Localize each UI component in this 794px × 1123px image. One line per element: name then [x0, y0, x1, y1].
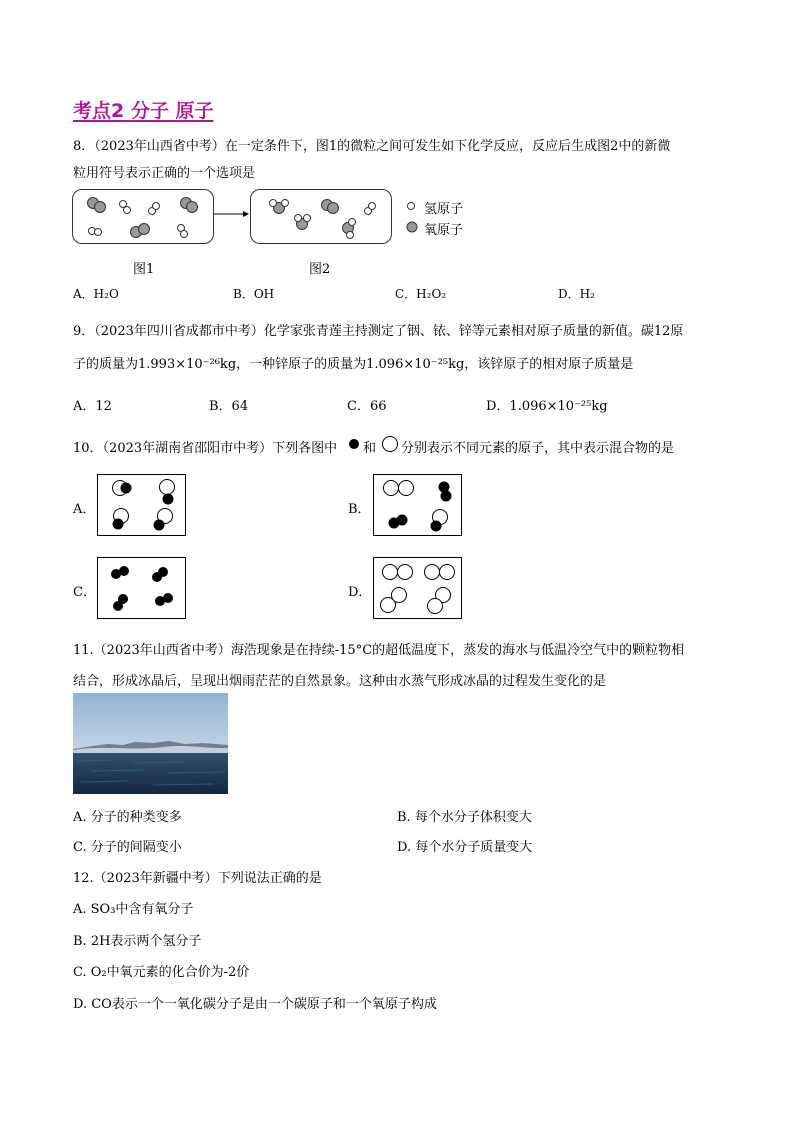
q8-option-b: B．OH — [233, 287, 275, 301]
q10-box-c — [97, 557, 186, 619]
q10-box-b — [373, 474, 462, 536]
q8-figure1-caption: 图1 — [133, 262, 155, 277]
reaction-arrow-icon — [212, 208, 250, 223]
q12-option-b: B. 2H表示两个氢分子 — [73, 934, 202, 949]
q11-option-c: C. 分子的间隔变小 — [73, 840, 182, 855]
q10-c-molecules — [98, 558, 185, 618]
q12-stem: 12.（2023年新疆中考）下列说法正确的是 — [73, 871, 322, 886]
q12-option-c: C. O₂中氧元素的化合价为-2价 — [73, 965, 250, 980]
legend-hydrogen-label: 氢原子 — [424, 202, 464, 217]
q9-option-c: C．66 — [347, 399, 387, 414]
section-title: 考点2 分子 原子 — [73, 100, 214, 122]
q8-figure2-particles — [251, 190, 391, 243]
q10-a-molecules — [98, 475, 185, 535]
q10-stem-part2: 和 — [363, 441, 377, 456]
q8-option-a: A．H₂O — [73, 287, 119, 301]
q8-figure1-box — [72, 189, 214, 244]
legend-oxygen-label: 氧原子 — [424, 223, 464, 238]
q8-stem-line2: 粒用符号表示正确的一个选项是 — [73, 166, 256, 181]
q10-label-a: A． — [73, 502, 96, 517]
q10-label-b: B． — [348, 502, 371, 517]
q9-stem-line1: 9．（2023年四川省成都市中考）化学家张青莲主持测定了铟、铱、锌等元素相对原子质量的新值。碳12原 — [73, 324, 684, 339]
q8-option-d: D．H₂ — [558, 287, 595, 301]
black-atom-icon — [348, 438, 360, 454]
q11-option-b: B. 每个水分子体积变大 — [397, 810, 532, 825]
q11-stem-line1: 11.（2023年山西省中考）海浩现象是在持续-15°C的超低温度下，蒸发的海水与低温冷空气中的颗粒物相 — [73, 643, 685, 658]
q12-option-a: A. SO₃中含有氧分子 — [73, 902, 194, 917]
q10-box-d — [373, 557, 462, 619]
q10-d-molecules — [374, 558, 461, 618]
q10-stem-part1: 10．（2023年湖南省邵阳市中考）下列各图中 — [73, 441, 338, 456]
q10-b-molecules — [374, 475, 461, 535]
q11-stem-line2: 结合，形成冰晶后，呈现出烟雨茫茫的自然景象。这种由水蒸气形成冰晶的过程发生变化的是 — [73, 674, 607, 689]
q9-option-b: B．64 — [209, 399, 249, 414]
q11-option-a: A. 分子的种类变多 — [73, 810, 182, 825]
sea-smoke-illustration — [73, 693, 228, 794]
q8-figure2-caption: 图2 — [309, 262, 331, 277]
white-atom-icon — [381, 435, 399, 457]
q9-option-a: A．12 — [73, 399, 112, 414]
q10-label-d: D． — [348, 585, 372, 600]
q8-figure1-particles — [73, 190, 213, 243]
q8-option-c: C．H₂O₂ — [395, 287, 447, 301]
q8-stem-line1: 8．（2023年山西省中考）在一定条件下，图1的微粒之间可发生如下化学反应，反应后生成图2中的新微 — [73, 139, 671, 154]
q10-box-a — [97, 474, 186, 536]
q10-label-c: C． — [73, 585, 96, 600]
q12-option-d: D. CO表示一个一氧化碳分子是由一个碳原子和一个氧原子构成 — [73, 997, 437, 1012]
q9-option-d: D．1.096×10⁻²⁵kg — [486, 399, 608, 414]
q9-stem-line2: 子的质量为1.993×10⁻²⁶kg，一种锌原子的质量为1.096×10⁻²⁵kg，该锌原子的相对原子质量是 — [73, 357, 634, 372]
legend-hydrogen-icon — [406, 200, 416, 215]
q10-stem-part3: 分别表示不同元素的原子，其中表示混合物的是 — [401, 441, 675, 456]
legend-oxygen-icon — [406, 221, 418, 237]
q8-figure2-box — [250, 189, 392, 244]
q11-option-d: D. 每个水分子质量变大 — [397, 840, 533, 855]
sea-smoke-photo — [73, 693, 228, 794]
